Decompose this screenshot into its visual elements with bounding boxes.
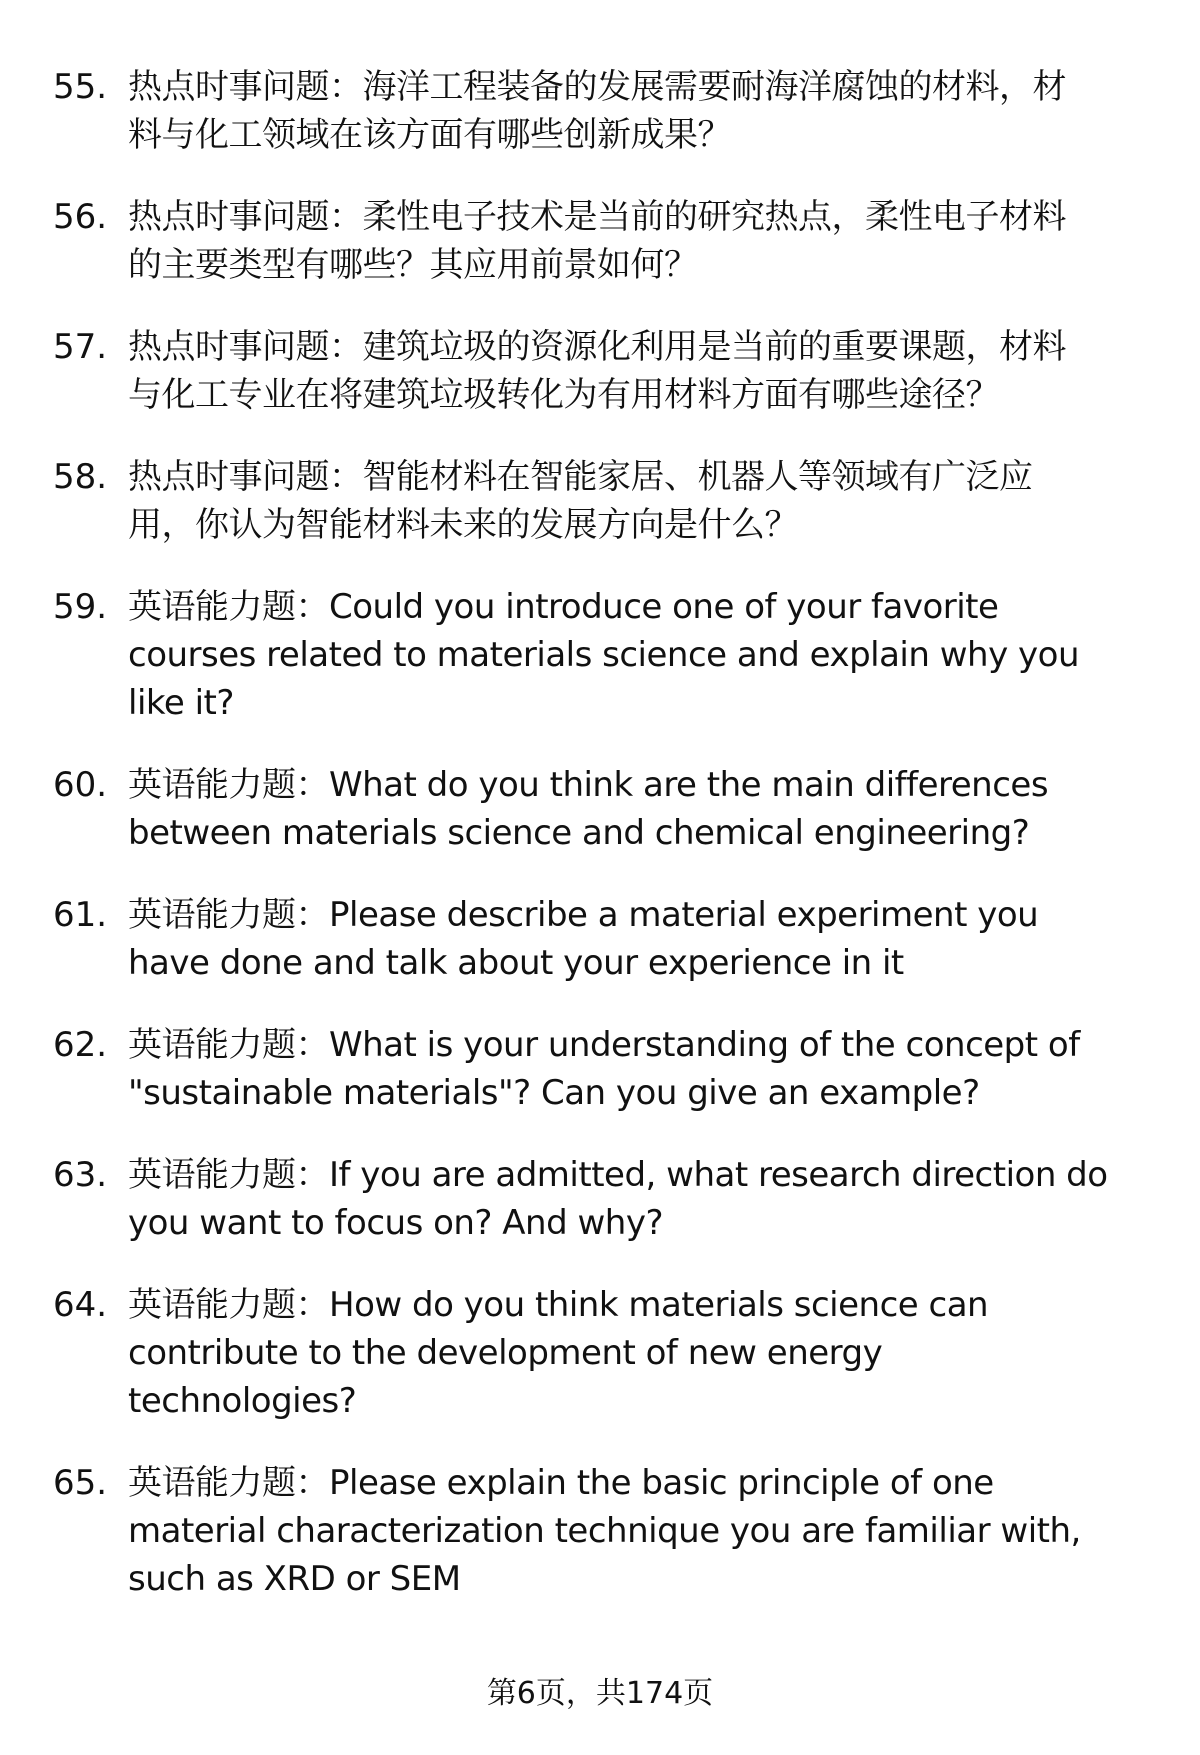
question-text-line: 英语能力题：What do you think are the main differences (128, 765, 1049, 805)
question-item (0, 1021, 1200, 1117)
question-item (0, 323, 1200, 419)
question-text-line: 热点时事问题：建筑垃圾的资源化利用是当前的重要课题，材料 (128, 327, 1066, 367)
question-number: 59. (53, 587, 108, 627)
question-text-line: 英语能力题：What is your understanding of the concept of (128, 1025, 1080, 1065)
question-text (128, 1281, 1200, 1425)
question-text-line: 英语能力题：Please explain the basic principle of one (128, 1463, 994, 1503)
question-text-line: material characterization technique you are familiar with, (128, 1511, 1081, 1551)
question-item (0, 583, 1200, 727)
question-text-line: 英语能力题：If you are admitted, what research direction do (128, 1155, 1108, 1195)
question-text-line: 英语能力题：How do you think materials science can (128, 1285, 989, 1325)
question-item (0, 1459, 1200, 1603)
question-text-line: you want to focus on? And why? (128, 1203, 664, 1243)
question-item (0, 63, 1200, 159)
question-item (0, 891, 1200, 987)
question-item (0, 1151, 1200, 1247)
question-text (128, 583, 1200, 727)
question-text-line: courses related to materials science and explain why you (128, 635, 1079, 675)
question-item (0, 453, 1200, 549)
question-number: 61. (53, 895, 108, 935)
question-number: 60. (53, 765, 108, 805)
question-text-line: technologies? (128, 1381, 357, 1421)
question-text (128, 1151, 1200, 1247)
question-number: 64. (53, 1285, 108, 1325)
question-number: 57. (53, 327, 108, 367)
question-list (0, 63, 1200, 1637)
question-text-line: "sustainable materials"? Can you give an example? (128, 1073, 980, 1113)
question-text-line: between materials science and chemical engineering? (128, 813, 1030, 853)
question-number: 63. (53, 1155, 108, 1195)
question-text (128, 63, 1200, 159)
question-text-line: 用，你认为智能材料未来的发展方向是什么？ (128, 505, 798, 545)
question-text (128, 1459, 1200, 1603)
question-text-line: 英语能力题：Please describe a material experiment you (128, 895, 1039, 935)
question-text-line: 英语能力题：Could you introduce one of your favorite (128, 587, 999, 627)
question-text-line: 热点时事问题：智能材料在智能家居、机器人等领域有广泛应 (128, 457, 1033, 497)
question-number: 55. (53, 67, 108, 107)
question-text (128, 891, 1200, 987)
question-number: 58. (53, 457, 108, 497)
question-number: 62. (53, 1025, 108, 1065)
question-text (128, 453, 1200, 549)
question-item (0, 1281, 1200, 1425)
question-text-line: 与化工专业在将建筑垃圾转化为有用材料方面有哪些途径？ (128, 375, 999, 415)
question-text (128, 323, 1200, 419)
question-text-line: 的主要类型有哪些？其应用前景如何？ (128, 245, 698, 285)
question-text-line: 料与化工领域在该方面有哪些创新成果？ (128, 115, 731, 155)
question-item (0, 193, 1200, 289)
page-footer: 第6页，共174页 (486, 1676, 714, 1711)
question-text (128, 193, 1200, 289)
question-number: 56. (53, 197, 108, 237)
question-text-line: have done and talk about your experience in it (128, 943, 904, 983)
question-text (128, 761, 1200, 857)
question-text-line: 热点时事问题：柔性电子技术是当前的研究热点，柔性电子材料 (128, 197, 1066, 237)
question-text (128, 1021, 1200, 1117)
question-item (0, 761, 1200, 857)
question-text-line: like it? (128, 683, 234, 723)
question-text-line: such as XRD or SEM (128, 1559, 461, 1599)
question-text-line: 热点时事问题：海洋工程装备的发展需要耐海洋腐蚀的材料，材 (128, 67, 1066, 107)
question-text-line: contribute to the development of new energy (128, 1333, 883, 1373)
question-number: 65. (53, 1463, 108, 1503)
